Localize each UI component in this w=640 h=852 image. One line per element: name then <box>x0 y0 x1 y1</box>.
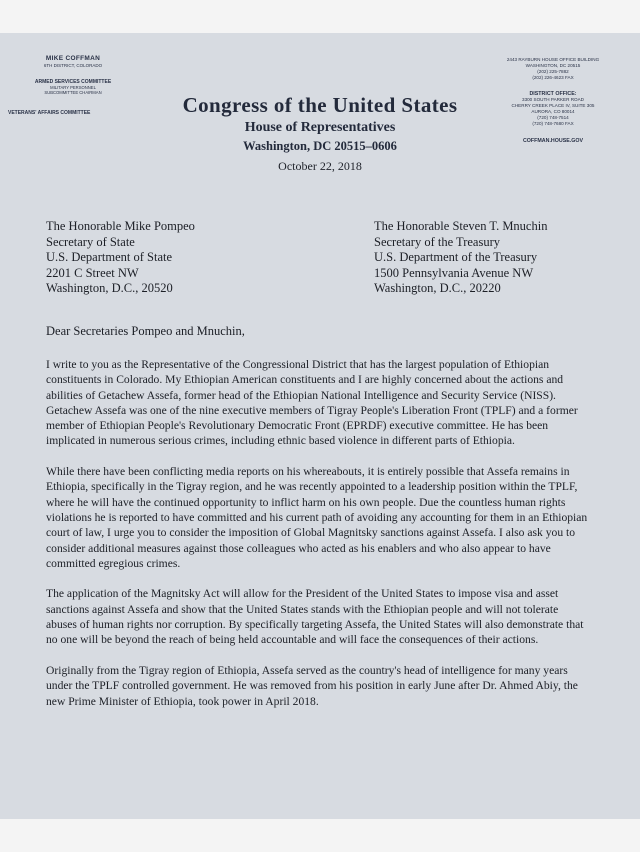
letterhead-city: Washington, DC 20515–0606 <box>243 139 397 153</box>
address-line: 1500 Pennsylvania Avenue NW <box>374 265 534 280</box>
dc-office-line2: WASHINGTON, DC 20515 <box>525 63 581 68</box>
address-line: Washington, D.C., 20520 <box>46 281 173 295</box>
paragraph: While there have been conflicting media reports on his whereabouts, it is entirely possible that Assefa remains in Ethiopia, specifically in the Tigray region, and he was recently appointed to a leadership position within the TPLF, where he will have the continued opportunity to inflict harm on his own people. Due the countless human rights violations he is reported to have committed and his current path of avoiding any accounting for them in an Ethiopian court of law, I urge you to consider the imposition of Global Magnitsky sanctions against Assefa. I also ask you to consider additional measures against those colleagues who acted as his enablers and who also appear to have committed egregious crimes. <box>46 465 588 570</box>
letter-page <box>0 33 640 819</box>
recipient-address-pompeo <box>46 219 195 297</box>
district-office-line3: AURORA, CO 80014 <box>531 109 575 114</box>
address-line: 2201 C Street NW <box>46 265 139 280</box>
letterhead-center <box>160 93 480 174</box>
address-line: U.S. Department of State <box>46 250 173 264</box>
paragraph: I write to you as the Representative of the Congressional District that has the largest population of Ethiopian constituents in Colorado. My Ethiopian American constituents and I are highly concerned about the actions and abilities of Getachew Assefa, former head of the Ethiopian National Intelligence and Security Service (NISS). Getachew Assefa was one of the nine executive members of Tigray People's Liberation Front (TPLF) and a former member of Ethiopian People's Revolutionary Democratic Front (EPRDF) executive committee. He has been implicated in numerous serious crimes, including ethnic based violence in different parts of Ethiopia. <box>46 358 578 448</box>
letterhead-house: House of Representatives <box>244 120 396 135</box>
website: COFFMAN.HOUSE.GOV <box>522 138 584 144</box>
letterhead-left <box>8 55 138 116</box>
district-office-label: DISTRICT OFFICE: <box>529 91 577 97</box>
letter-body <box>46 357 591 724</box>
member-name: MIKE COFFMAN <box>45 55 101 62</box>
district-office-line2: CHERRY CREEK PLACE IV, SUITE 305 <box>511 103 595 108</box>
recipient-address-mnuchin <box>374 219 547 297</box>
paragraph: The application of the Magnitsky Act will allow for the President of the United States to impose visa and asset sanctions against Assefa and show that the United States stands with the Ethiopian people and will not tolerate abuses of human rights nor corruption. By specifically targeting Assefa, the United States will also demonstrate that no one will be beyond the reach of being held accountable and will face the consequences of their actions. <box>46 587 584 647</box>
address-line: The Honorable Mike Pompeo <box>46 219 195 233</box>
district-office-phone: (720) 748-7514 <box>537 115 569 120</box>
member-district: 6TH DISTRICT, COLORADO <box>43 63 103 68</box>
address-line: The Honorable Steven T. Mnuchin <box>374 219 548 233</box>
dc-office-line1: 2443 RAYBURN HOUSE OFFICE BUILDING <box>506 57 600 62</box>
district-office-fax: (720) 748-7680 FAX <box>532 121 574 126</box>
dc-office-phone: (202) 225-7882 <box>537 69 569 74</box>
subcommittee-role: SUBCOMMITTEE CHAIRMAN <box>44 90 102 95</box>
paragraph: Originally from the Tigray region of Ethiopia, Assefa served as the country's head of intelligence for many years under the TPLF controlled government. He was removed from his position in early June after Dr. Ahmed Abiy, the new Prime Minister of Ethiopia, took power in April 2018. <box>46 663 578 708</box>
letter-date: October 22, 2018 <box>278 159 362 173</box>
dc-office-fax: (202) 226-4623 FAX <box>532 75 574 80</box>
address-line: Secretary of State <box>46 234 135 249</box>
armed-services-committee: ARMED SERVICES COMMITTEE <box>34 79 112 85</box>
district-office-line1: 3300 SOUTH PARKER ROAD <box>522 97 584 102</box>
veterans-committee: VETERANS' AFFAIRS COMMITTEE <box>8 110 91 116</box>
subcommittee-name: MILITARY PERSONNEL <box>50 85 96 90</box>
salutation: Dear Secretaries Pompeo and Mnuchin, <box>46 324 245 338</box>
letterhead-right <box>490 57 616 144</box>
address-line: U.S. Department of the Treasury <box>374 250 538 264</box>
address-line: Secretary of the Treasury <box>374 234 501 249</box>
address-line: Washington, D.C., 20220 <box>374 281 501 295</box>
letterhead-title: Congress of the United States <box>182 93 458 117</box>
